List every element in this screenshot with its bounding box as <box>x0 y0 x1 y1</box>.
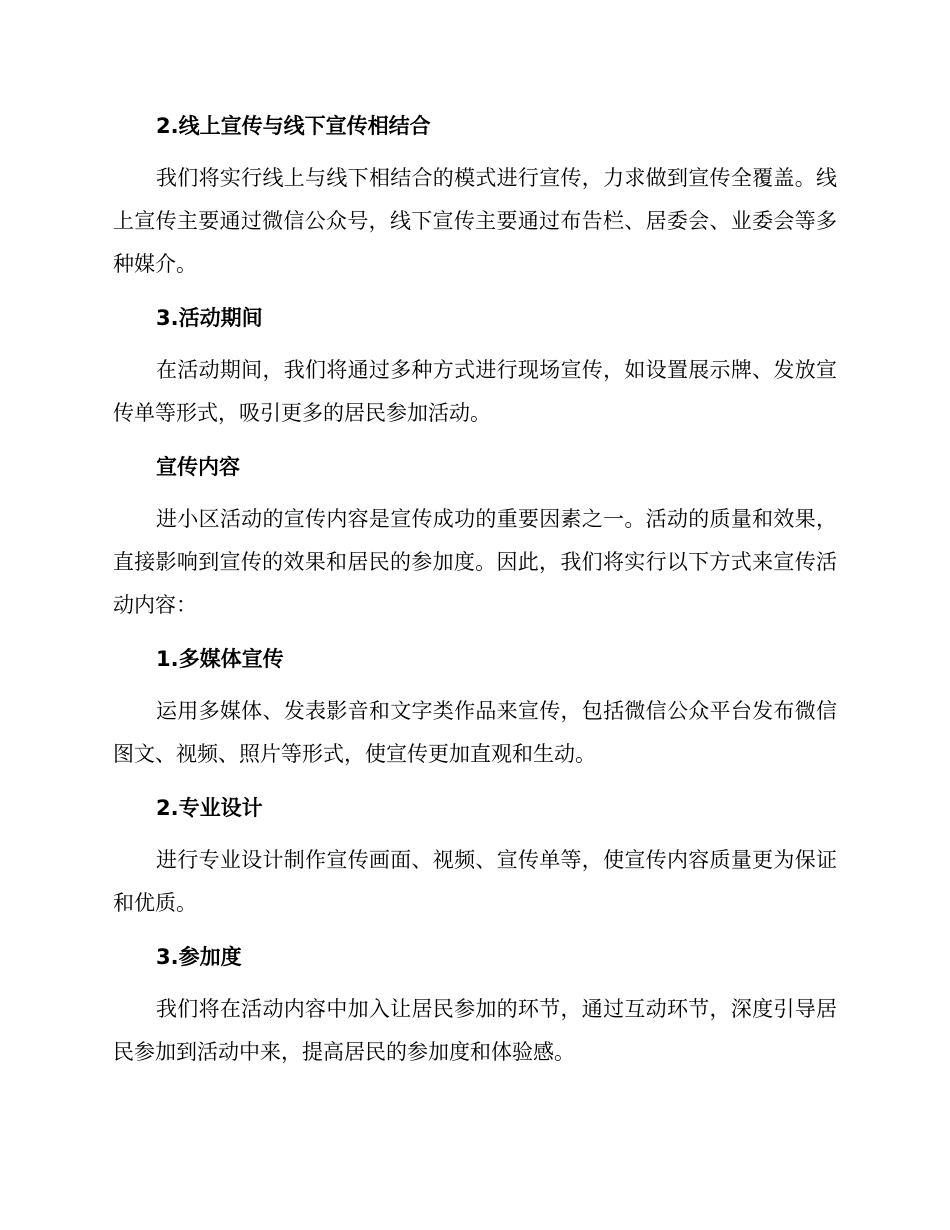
section-paragraph-participation: 我们将在活动内容中加入让居民参加的环节，通过互动环节，深度引导居民参加到活动中来，提高居民的参加度和体验感。 <box>113 997 837 1064</box>
section-heading-multimedia: 1.多媒体宣传 <box>156 647 284 671</box>
section-heading-promo-content: 宣传内容 <box>156 455 240 479</box>
section-paragraph-professional-design: 进行专业设计制作宣传画面、视频、宣传单等，使宣传内容质量更为保证和优质。 <box>113 848 837 915</box>
document-body <box>113 106 837 1074</box>
section-paragraph-during-event: 在活动期间，我们将通过多种方式进行现场宣传，如设置展示牌、发放宣传单等形式，吸引更多的居民参加活动。 <box>113 358 837 425</box>
section-heading-during-event: 3.活动期间 <box>156 306 263 330</box>
section-paragraph-promo-content: 进小区活动的宣传内容是宣传成功的重要因素之一。活动的质量和效果，直接影响到宣传的效果和居民的参加度。因此，我们将实行以下方式来宣传活动内容： <box>113 507 837 617</box>
section-paragraph-multimedia: 运用多媒体、发表影音和文字类作品来宣传，包括微信公众平台发布微信图文、视频、照片等形式，使宣传更加直观和生动。 <box>113 699 837 766</box>
section-heading-participation: 3.参加度 <box>156 945 242 969</box>
section-heading-professional-design: 2.专业设计 <box>156 796 263 820</box>
section-paragraph-online-offline: 我们将实行线上与线下相结合的模式进行宣传，力求做到宣传全覆盖。线上宣传主要通过微信公众号，线下宣传主要通过布告栏、居委会、业委会等多种媒介。 <box>113 166 837 276</box>
section-heading-online-offline: 2.线上宣传与线下宣传相结合 <box>156 114 431 138</box>
